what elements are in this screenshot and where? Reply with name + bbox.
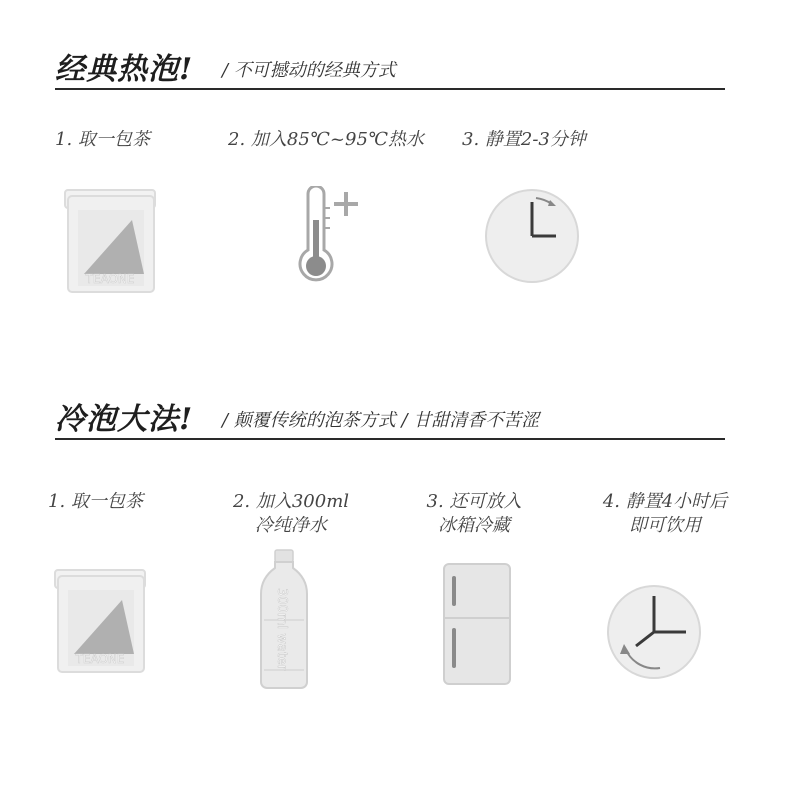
hot-section-title: 经典热泡! (55, 52, 194, 87)
thermometer-plus-icon (290, 186, 366, 288)
cold-step-2-label (226, 490, 356, 538)
hot-step-2-label: 2. 加入85℃~95℃热水 (228, 129, 425, 150)
fridge-icon (442, 562, 512, 686)
hot-step-3-label: 3. 静置2-3分钟 (462, 129, 586, 150)
tea-bag-brand-text: TEAONE (75, 652, 125, 666)
tea-bag-icon (60, 188, 160, 294)
hot-section-divider (55, 88, 725, 90)
cold-step-3-line1: 3. 还可放入 (426, 491, 522, 512)
cold-section-subtitle: / 颠覆传统的泡茶方式 / 甘甜清香不苦涩 (222, 410, 540, 431)
bottle-label-text: 300ml water (274, 588, 289, 671)
cold-step-4-line2: 即可饮用 (629, 515, 701, 536)
clock-icon (606, 584, 702, 680)
cold-step-3-line2: 冰箱冷藏 (438, 515, 510, 536)
cold-section-title: 冷泡大法! (55, 402, 194, 437)
tea-bag-brand-text: TEAONE (85, 272, 135, 286)
cold-step-4-line1: 4. 静置4小时后 (602, 491, 728, 512)
tea-bag-icon (50, 568, 150, 674)
cold-section-divider (55, 438, 725, 440)
cold-step-4-label (590, 490, 740, 538)
clock-icon (484, 188, 580, 284)
cold-step-2-line2: 冷纯净水 (255, 515, 327, 536)
hot-section-subtitle: / 不可撼动的经典方式 (222, 60, 396, 81)
water-bottle-icon (258, 548, 310, 690)
hot-step-1-label: 1. 取一包茶 (55, 129, 150, 150)
cold-step-1-label (48, 490, 158, 514)
cold-step-1-line1: 1. 取一包茶 (48, 491, 143, 512)
cold-step-3-label (414, 490, 534, 538)
cold-step-2-line1: 2. 加入300ml (232, 491, 350, 512)
